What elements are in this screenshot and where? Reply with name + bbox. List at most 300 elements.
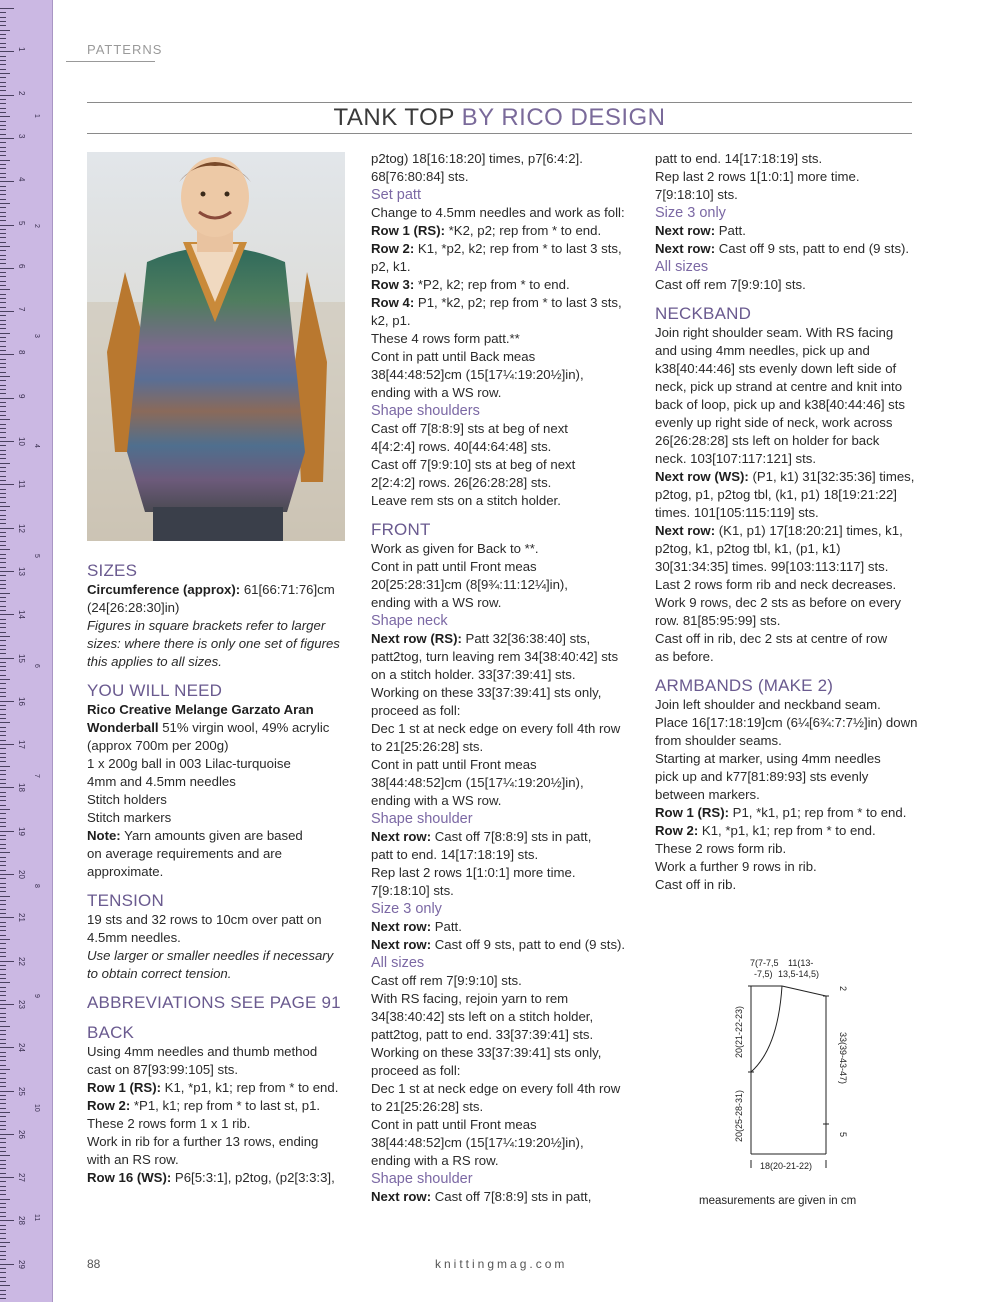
ruler-tick	[0, 861, 6, 862]
ruler-tick	[0, 298, 6, 299]
subheading: Shape shoulder	[371, 1171, 473, 1187]
text-line: 38[44:48:52]cm (15[17¼:19:20½]in),	[371, 1135, 584, 1150]
text-line: These 2 rows form 1 x 1 rib.	[87, 1116, 251, 1131]
ruler-cm-label: 20	[17, 870, 26, 879]
ruler-tick	[0, 17, 6, 18]
ruler-tick	[0, 359, 6, 360]
ruler-tick	[0, 1091, 14, 1092]
ruler-tick	[0, 199, 6, 200]
text-line: patt2tog, turn leaving rem 34[38:40:42] sts	[371, 649, 619, 664]
ruler-tick	[0, 1155, 10, 1156]
ruler-tick	[0, 541, 6, 542]
ruler-tick	[0, 1160, 6, 1161]
ruler-tick	[0, 870, 6, 871]
section-heading: YOU WILL NEED	[87, 681, 223, 700]
ruler-tick	[0, 649, 6, 650]
ruler-tick	[0, 584, 6, 585]
text-line: cast on 87[93:99:105] sts.	[87, 1062, 239, 1077]
ruler-tick	[0, 376, 10, 377]
ruler-tick	[0, 441, 14, 442]
ruler-tick	[0, 1065, 6, 1066]
text-line: (24[26:28:30]in)	[87, 600, 180, 615]
text-line: Cast off rem 7[9:9:10] sts.	[655, 277, 806, 292]
ruler-tick	[0, 463, 10, 464]
bold-lead: Row 2:	[371, 241, 415, 256]
ruler-tick	[0, 670, 6, 671]
text-line: Join right shoulder seam. With RS facing	[655, 325, 894, 340]
ruler-tick	[0, 1225, 6, 1226]
ruler-cm-label: 14	[17, 610, 26, 620]
section-heading: NECKBAND	[655, 304, 752, 323]
ruler-tick	[0, 1203, 6, 1204]
ruler-tick	[0, 722, 10, 723]
ruler-cm-label: 28	[17, 1216, 26, 1226]
ruler-tick	[0, 796, 6, 797]
ruler-tick	[0, 51, 14, 52]
text-line	[87, 701, 349, 719]
text-line: 2[2:4:2] rows. 26[26:28:28] sts.	[371, 475, 552, 490]
ruler-tick	[0, 186, 6, 187]
ruler-tick	[0, 320, 6, 321]
text-line	[371, 294, 633, 312]
text-line: Figures in square brackets refer to larger	[87, 618, 326, 633]
ruler-tick	[0, 220, 6, 221]
ruler-tick	[0, 917, 14, 918]
line-text: Patt 32[36:38:40] sts,	[461, 631, 591, 646]
ruler-tick	[0, 515, 6, 516]
text-line: as before.	[655, 649, 714, 664]
text-line: Working on these 33[37:39:41] sts only,	[371, 1045, 602, 1060]
text-line: Work as given for Back to **.	[371, 541, 539, 556]
ruler-tick	[0, 8, 14, 9]
ruler-inch-label: 9	[33, 994, 40, 998]
bold-lead: Row 16 (WS):	[87, 1170, 172, 1185]
ruler-tick	[0, 896, 10, 897]
line-text: *P1, k1; rep from * to last st, p1.	[130, 1098, 321, 1113]
text-line: to obtain correct tension.	[87, 966, 232, 981]
size-schematic	[720, 952, 870, 1177]
ruler-inch-label: 5	[33, 554, 40, 558]
ruler-tick	[0, 69, 6, 70]
text-line: Change to 4.5mm needles and work as foll:	[371, 205, 625, 220]
ruler-tick	[0, 289, 10, 290]
ruler-tick	[0, 1116, 6, 1117]
ruler-tick	[0, 1026, 10, 1027]
ruler-cm-label: 10	[17, 437, 26, 446]
ruler-cm-label: 15	[17, 653, 26, 663]
ruler-cm-label: 6	[17, 263, 26, 269]
ruler-tick	[0, 1103, 6, 1104]
bold-lead: Note:	[87, 828, 121, 843]
line-text: Cast off 7[8:8:9] sts in patt,	[431, 1189, 592, 1204]
ruler-tick	[0, 961, 14, 962]
ruler-tick	[0, 744, 14, 745]
ruler-tick	[0, 302, 6, 303]
section-heading: TENSION	[87, 891, 164, 910]
ruler-tick	[0, 311, 14, 312]
ruler-cm-label: 21	[17, 913, 26, 923]
text-line: p2tog, p1, p2tog tbl, (k1, p1) 18[19:21:22]	[655, 487, 897, 502]
ruler-tick	[0, 813, 6, 814]
ruler-tick	[0, 437, 6, 438]
footer-url: knittingmag.com	[435, 1257, 568, 1271]
ruler-tick	[0, 1017, 6, 1018]
ruler-tick	[0, 904, 6, 905]
ruler-tick	[0, 333, 10, 334]
bold-lead: Row 1 (RS):	[371, 223, 445, 238]
ruler-tick	[0, 12, 6, 13]
ruler-tick	[0, 839, 6, 840]
ruler-tick	[0, 623, 6, 624]
ruler-tick	[0, 1212, 6, 1213]
ruler-tick	[0, 714, 6, 715]
ruler-tick	[0, 1281, 6, 1282]
ruler-tick	[0, 1164, 6, 1165]
ruler-tick	[0, 428, 6, 429]
line-text: Cast off 7[8:8:9] sts in patt,	[431, 829, 592, 844]
text-line: patt to end. 14[17:18:19] sts.	[371, 847, 539, 862]
ruler-tick	[0, 1294, 6, 1295]
ruler-tick	[0, 34, 6, 35]
ruler-tick	[0, 73, 10, 74]
ruler-tick	[0, 1142, 6, 1143]
ruler-tick	[0, 151, 6, 152]
text-line: 68[76:80:84] sts.	[371, 169, 469, 184]
text-line: from shoulder seams.	[655, 733, 782, 748]
bold-lead: Next row:	[371, 937, 432, 952]
ruler-tick	[0, 95, 14, 96]
ruler-tick	[0, 1147, 6, 1148]
ruler-tick	[0, 645, 6, 646]
text-line: k2, p1.	[371, 313, 411, 328]
ruler-tick	[0, 666, 6, 667]
ruler-tick	[0, 1086, 6, 1087]
ruler-cm-label: 8	[17, 350, 26, 355]
ruler-tick	[0, 389, 6, 390]
ruler-tick	[0, 1220, 14, 1221]
subheading: Shape shoulder	[371, 811, 473, 827]
bold-lead: Next row (RS):	[371, 631, 462, 646]
title-rule-bottom	[87, 133, 912, 134]
ruler-tick	[0, 56, 6, 57]
subheading: Size 3 only	[655, 205, 726, 221]
ruler-tick	[0, 250, 6, 251]
ruler-tick	[0, 246, 10, 247]
ruler-tick	[0, 792, 6, 793]
text-line: 19 sts and 32 rows to 10cm over patt on	[87, 912, 322, 927]
ruler-tick	[0, 1207, 6, 1208]
text-line: back of loop, pick up and k38[40:44:46] sts	[655, 397, 905, 412]
ruler-tick	[0, 324, 6, 325]
ruler-tick	[0, 419, 10, 420]
ruler-tick	[0, 510, 6, 511]
line-text: K1, *p1, k1; rep from * to end.	[698, 823, 876, 838]
line-text: K1, *p2, k2; rep from * to last 3 sts,	[414, 241, 622, 256]
ruler-tick	[0, 1216, 6, 1217]
schematic-label-right-bottom: 5	[838, 1132, 848, 1138]
text-line: Starting at marker, using 4mm needles	[655, 751, 881, 766]
ruler-tick	[0, 212, 6, 213]
schematic-label-left-upper: 20(21-22-23)	[734, 1005, 744, 1058]
ruler-tick	[0, 727, 6, 728]
ruler-tick	[0, 237, 6, 238]
ruler-tick	[0, 887, 6, 888]
ruler-tick	[0, 125, 6, 126]
ruler-tick	[0, 1082, 6, 1083]
ruler-cm-label: 9	[17, 393, 26, 399]
ruler-tick	[0, 619, 6, 620]
text-line	[87, 719, 349, 737]
ruler-tick	[0, 805, 6, 806]
ruler-tick	[0, 519, 6, 520]
line-text: P6[5:3:1], p2tog, (p2[3:3:3],	[171, 1170, 335, 1185]
ruler-cm-label: 5	[17, 220, 26, 225]
ruler-tick	[0, 181, 14, 182]
ruler-tick	[0, 1000, 6, 1001]
text-line: to 21[25:26:28] sts.	[371, 739, 484, 754]
ruler-tick	[0, 601, 6, 602]
ruler-tick	[0, 1030, 6, 1031]
text-line	[655, 822, 917, 840]
ruler-tick	[0, 484, 14, 485]
text-line: Rep last 2 rows 1[1:0:1] more time.	[655, 169, 860, 184]
ruler-tick	[0, 1043, 6, 1044]
text-line: p2, k1.	[371, 259, 411, 274]
ruler-tick	[0, 640, 6, 641]
ruler-tick	[0, 129, 6, 130]
ruler-tick	[0, 354, 14, 355]
text-line: With RS facing, rejoin yarn to rem	[371, 991, 569, 1006]
schematic-label-right-top: 2	[838, 986, 848, 992]
ruler-tick	[0, 1233, 6, 1234]
ruler-tick	[0, 1285, 10, 1286]
text-line	[371, 936, 633, 954]
text-line: k38[40:44:46] sts evenly down left side of	[655, 361, 897, 376]
ruler-tick	[0, 1008, 6, 1009]
ruler-tick	[0, 489, 6, 490]
ruler-tick	[0, 337, 6, 338]
ruler-tick	[0, 1238, 6, 1239]
ruler-tick	[0, 683, 6, 684]
ruler-tick	[0, 216, 6, 217]
ruler-tick	[0, 705, 6, 706]
text-line: ending with a WS row.	[371, 793, 502, 808]
ruler-tick	[0, 580, 6, 581]
ruler-cm-label: 17	[17, 740, 26, 749]
ruler-tick	[0, 350, 6, 351]
bold-lead: Next row:	[655, 523, 716, 538]
ruler-tick	[0, 1168, 6, 1169]
measuring-ruler	[0, 0, 53, 1302]
ruler-tick	[0, 77, 6, 78]
subheading: All sizes	[655, 259, 709, 275]
text-line: row. 81[85:95:99] sts.	[655, 613, 781, 628]
text-line: Work in rib for a further 13 rows, ending	[87, 1134, 319, 1149]
ruler-tick	[0, 679, 10, 680]
text-line: 7[9:18:10] sts.	[655, 187, 738, 202]
text-line: Rep last 2 rows 1[1:0:1] more time.	[371, 865, 576, 880]
ruler-tick	[0, 1173, 6, 1174]
ruler-tick	[0, 1021, 6, 1022]
ruler-inch-label: 10	[33, 1104, 40, 1112]
text-line: ending with a WS row.	[371, 385, 502, 400]
subheading: Shape neck	[371, 613, 448, 629]
text-line: Dec 1 st at neck edge on every foll 4th row	[371, 721, 621, 736]
line-text: Patt.	[431, 919, 462, 934]
ruler-tick	[0, 632, 6, 633]
ruler-tick	[0, 575, 6, 576]
bold-lead: Circumference (approx):	[87, 582, 241, 597]
text-line: Place 16[17:18:19]cm (6¼[6¾:7:7½]in) down	[655, 715, 918, 730]
column-1	[87, 561, 349, 1187]
text-line: These 4 rows form patt.**	[371, 331, 520, 346]
ruler-tick	[0, 1186, 6, 1187]
line-text: (P1, k1) 31[32:35:36] times,	[748, 469, 915, 484]
text-line: approximate.	[87, 864, 164, 879]
bold-lead: Row 4:	[371, 295, 415, 310]
ruler-tick	[0, 1181, 6, 1182]
ruler-cm-label: 25	[17, 1086, 26, 1096]
ruler-tick	[0, 1056, 6, 1057]
text-line	[87, 1079, 349, 1097]
text-line: 26[26:28:28] sts left on holder for back	[655, 433, 880, 448]
ruler-tick	[0, 1259, 6, 1260]
text-line: Join left shoulder and neckband seam.	[655, 697, 881, 712]
schematic-label-top-left: 7(7-7,5	[750, 958, 779, 968]
ruler-tick	[0, 263, 6, 264]
ruler-tick	[0, 740, 6, 741]
ruler-tick	[0, 411, 6, 412]
bold-lead: Rico Creative Melange Garzato Aran	[87, 702, 314, 717]
bold-lead: Row 1 (RS):	[87, 1080, 161, 1095]
ruler-tick	[0, 207, 6, 208]
ruler-cm-label: 19	[17, 826, 26, 836]
ruler-tick	[0, 203, 10, 204]
ruler-tick	[0, 380, 6, 381]
text-line: this applies to all sizes.	[87, 654, 222, 669]
text-line: 38[44:48:52]cm (15[17¼:19:20½]in),	[371, 367, 584, 382]
ruler-tick	[0, 1268, 6, 1269]
ruler-tick	[0, 554, 6, 555]
text-line	[371, 222, 633, 240]
ruler-tick	[0, 506, 10, 507]
ruler-tick	[0, 757, 6, 758]
text-line	[371, 828, 633, 846]
text-line: 30[31:34:35] times. 99[103:113:117] sts.	[655, 559, 889, 574]
subheading: Shape shoulders	[371, 403, 480, 419]
ruler-tick	[0, 1255, 6, 1256]
ruler-tick	[0, 168, 6, 169]
ruler-cm-label: 1	[17, 47, 26, 52]
text-line: Cont in patt until Front meas	[371, 757, 537, 772]
ruler-tick	[0, 571, 14, 572]
text-line	[655, 468, 917, 486]
subheading: Size 3 only	[371, 901, 442, 917]
text-line: patt2tog, patt to end. 33[37:39:41] sts.	[371, 1027, 594, 1042]
ruler-tick	[0, 857, 6, 858]
ruler-tick	[0, 402, 6, 403]
ruler-tick	[0, 1073, 6, 1074]
ruler-tick	[0, 818, 6, 819]
ruler-tick	[0, 406, 6, 407]
text-line: (approx 700m per 200g)	[87, 738, 229, 753]
ruler-tick	[0, 1013, 6, 1014]
schematic-label-top-right-2: 13,5-14,5)	[778, 969, 820, 979]
ruler-tick	[0, 653, 6, 654]
ruler-tick	[0, 696, 6, 697]
ruler-cm-label: 12	[17, 523, 26, 533]
text-line: and using 4mm needles, pick up and	[655, 343, 870, 358]
text-line: 20[25:28:31]cm (8[9¾:11:12¼]in),	[371, 577, 568, 592]
text-line: Cast off 7[9:9:10] sts at beg of next	[371, 457, 576, 472]
ruler-tick	[0, 272, 6, 273]
ruler-tick	[0, 1246, 6, 1247]
text-line: p2tog, k1, p2tog tbl, k1, (p1, k1)	[655, 541, 841, 556]
title-rule-top	[87, 102, 912, 103]
text-line	[371, 1188, 633, 1206]
text-line: on average requirements and are	[87, 846, 283, 861]
section-heading: ARMBANDS (MAKE 2)	[655, 676, 834, 695]
ruler-tick	[0, 1151, 6, 1152]
ruler-tick	[0, 1290, 6, 1291]
ruler-tick	[0, 112, 6, 113]
boy-illustration	[87, 152, 345, 541]
ruler-tick	[0, 731, 6, 732]
ruler-tick	[0, 974, 6, 975]
ruler-tick	[0, 454, 6, 455]
ruler-tick	[0, 1229, 6, 1230]
text-line	[371, 276, 633, 294]
line-text: (K1, p1) 17[18:20:21] times, k1,	[715, 523, 903, 538]
ruler-tick	[0, 315, 6, 316]
ruler-tick	[0, 709, 6, 710]
schematic-label-top-right: 11(13-	[788, 958, 814, 968]
ruler-tick	[0, 909, 6, 910]
column-3	[655, 150, 917, 894]
schematic-label-top-left-2: -7,5)	[754, 969, 773, 979]
ruler-tick	[0, 502, 6, 503]
ruler-tick	[0, 47, 6, 48]
ruler-tick	[0, 1060, 6, 1061]
line-text: Patt.	[715, 223, 746, 238]
ruler-tick	[0, 865, 6, 866]
text-line: Last 2 rows form rib and neck decreases.	[655, 577, 897, 592]
ruler-tick	[0, 701, 14, 702]
ruler-tick	[0, 779, 6, 780]
ruler-tick	[0, 372, 6, 373]
ruler-tick	[0, 60, 6, 61]
ruler-cm-label: 13	[17, 566, 26, 576]
ruler-cm-label: 11	[17, 480, 26, 489]
ruler-tick	[0, 21, 6, 22]
ruler-tick	[0, 1125, 6, 1126]
ruler-tick	[0, 848, 6, 849]
ruler-tick	[0, 766, 10, 767]
ruler-tick	[0, 956, 6, 957]
ruler-tick	[0, 965, 6, 966]
text-line	[655, 522, 917, 540]
text-line: ending with a RS row.	[371, 1153, 499, 1168]
line-text: Yarn amounts given are based	[120, 828, 303, 843]
ruler-tick	[0, 493, 6, 494]
ruler-tick	[0, 341, 6, 342]
text-line: Dec 1 st at neck edge on every foll 4th row	[371, 1081, 621, 1096]
ruler-tick	[0, 523, 6, 524]
ruler-tick	[0, 597, 6, 598]
ruler-tick	[0, 38, 6, 39]
bold-lead: Next row:	[655, 223, 716, 238]
section-label: PATTERNS	[87, 42, 163, 57]
